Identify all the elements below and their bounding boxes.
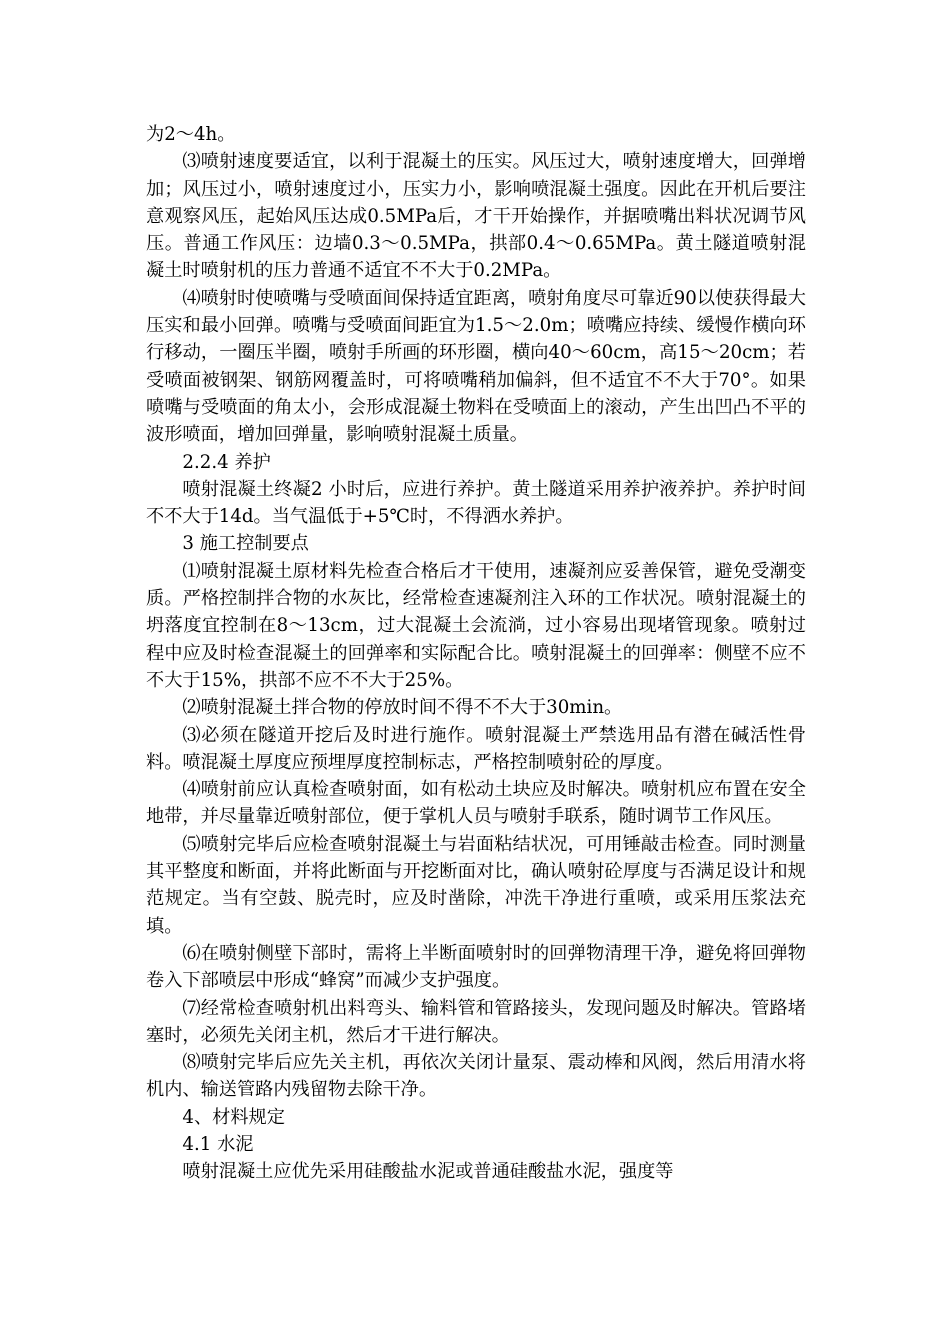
section-heading-curing: 2.2.4 养护 xyxy=(182,451,271,473)
section-heading-materials: 4、材料规定 xyxy=(182,1106,285,1128)
paragraph-spray-angle: ⑷喷射时使喷嘴与受喷面间保持适宜距离，喷射角度尽可靠近90以使获得最大压实和最小回弹。喷嘴与受喷面间距宜为1.5～2.0m；喷嘴应持续、缓慢作横向环行移动，一圈压半圈，喷射手所画的环形圈，横向40～60cm，高15～20cm；若受喷面被钢架、钢筋网覆盖时，可将喷嘴稍加偏斜，但不适宜不不大于70°。如果喷嘴与受喷面的角太小，会形成混凝土物料在受喷面上的滚动，产生出凹凸不平的波形喷面，增加回弹量，影响喷射混凝土质量。 xyxy=(146,287,806,446)
paragraph-control-5: ⑸喷射完毕后应检查喷射混凝土与岩面粘结状况，可用锤敲击检查。同时测量其平整度和断面，并将此断面与开挖断面对比，确认喷射砼厚度与否满足设计和规范规定。当有空鼓、脱壳时，应及时凿除，冲洗干净进行重喷，或采用压浆法充填。 xyxy=(146,833,806,937)
section-heading-cement: 4.1 水泥 xyxy=(182,1133,254,1155)
document-page xyxy=(146,121,806,1186)
paragraph-control-6: ⑹在喷射侧壁下部时，需将上半断面喷射时的回弹物清理干净，避免将回弹物卷入下部喷层中形成“蜂窝”而减少支护强度。 xyxy=(146,942,806,992)
paragraph-continuation: 为2～4h。 xyxy=(146,124,236,145)
paragraph-curing: 喷射混凝土终凝2 小时后，应进行养护。黄土隧道采用养护液养护。养护时间不不大于14d。当气温低于+5℃时，不得洒水养护。 xyxy=(146,478,806,528)
paragraph-control-8: ⑻喷射完毕后应先关主机，再依次关闭计量泵、震动棒和风阀，然后用清水将机内、输送管路内残留物去除干净。 xyxy=(146,1052,806,1101)
paragraph-control-7: ⑺经常检查喷射机出料弯头、输料管和管路接头，发现问题及时解决。管路堵塞时，必须先关闭主机，然后才干进行解决。 xyxy=(146,997,806,1046)
paragraph-control-4: ⑷喷射前应认真检查喷射面，如有松动土块应及时解决。喷射机应布置在安全地带，并尽量靠近喷射部位，便于掌机人员与喷射手联系，随时调节工作风压。 xyxy=(146,779,806,828)
paragraph-control-3: ⑶必须在隧道开挖后及时进行施作。喷射混凝土严禁选用品有潜在碱活性骨料。喷混凝土厚度应预埋厚度控制标志，严格控制喷射砼的厚度。 xyxy=(146,724,806,773)
paragraph-spray-speed: ⑶喷射速度要适宜，以利于混凝土的压实。风压过大，喷射速度增大，回弹增加；风压过小，喷射速度过小，压实力小，影响喷混凝土强度。因此在开机后要注意观察风压，起始风压达成0.5MPa后，才干开始操作，并据喷嘴出料状况调节风压。普通工作风压：边墙0.3～0.5MPa，拱部0.4～0.65MPa。黄土隧道喷射混凝土时喷射机的压力普通不适宜不不大于0.2MPa。 xyxy=(146,151,806,282)
section-heading-control-points: 3 施工控制要点 xyxy=(182,533,309,555)
paragraph-control-1: ⑴喷射混凝土原材料先检查合格后才干使用，速凝剂应妥善保管，避免受潮变质。严格控制拌合物的水灰比，经常检查速凝剂注入环的工作状况。喷射混凝土的坍落度宜控制在8～13cm，过大混凝土会流淌，过小容易出现堵管现象。喷射过程中应及时检查混凝土的回弹率和实际配合比。喷射混凝土的回弹率：侧壁不应不不大于15%，拱部不应不不大于25%。 xyxy=(146,560,806,691)
paragraph-control-2: ⑵喷射混凝土拌合物的停放时间不得不不大于30min。 xyxy=(182,697,623,719)
paragraph-cement: 喷射混凝土应优先采用硅酸盐水泥或普通硅酸盐水泥，强度等 xyxy=(182,1161,674,1183)
